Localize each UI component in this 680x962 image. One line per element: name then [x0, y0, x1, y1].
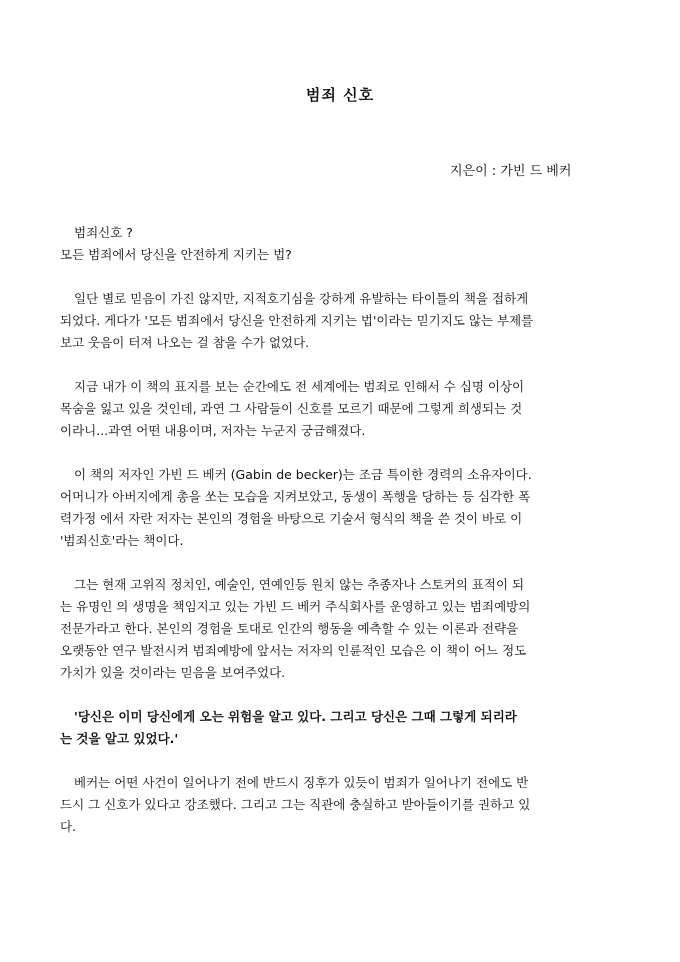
text-line: 베커는 어떤 사건이 일어나기 전에 반드시 징후가 있듯이 범죄가 일어나기 전에도 반: [74, 775, 529, 790]
text-line: 다.: [60, 819, 77, 834]
author-line: 지은이 : 가빈 드 베커: [450, 164, 572, 179]
paragraph-4: [60, 574, 622, 684]
text-line: 가치가 있을 것이라는 믿음을 보여주었다.: [60, 665, 286, 680]
paragraph-intro: [60, 222, 622, 266]
text-line: 이라니...과연 어떤 내용이며, 저자는 누군지 궁금해졌다.: [60, 423, 366, 438]
quote-paragraph: [60, 706, 622, 750]
paragraph-6: [60, 772, 622, 838]
text-line: '범죄신호'라는 책이다.: [60, 533, 184, 548]
text-line: 드시 그 신호가 있다고 강조했다. 그리고 그는 직관에 충실하고 받아들이기를 권하고 있: [60, 797, 531, 812]
text-line: 일단 별로 믿음이 가진 않지만, 지적호기심을 강하게 유발하는 타이틀의 책을 접하게: [74, 291, 529, 306]
text-line: 이 책의 저자인 가빈 드 베커 (Gabin de becker)는 조금 특이한 경력의 소유자이다.: [74, 467, 532, 482]
page-title: 범죄 신호: [305, 86, 375, 104]
text-line: 는 것을 알고 있었다.': [60, 731, 179, 746]
text-line: 오랫동안 연구 발전시켜 범죄예방에 앞서는 저자의 인륜적인 모습은 이 책이 어느 정도: [60, 643, 527, 658]
paragraph-2: [60, 376, 622, 442]
text-line: 는 유명인 의 생명을 책임지고 있는 가빈 드 베커 주식회사를 운영하고 있는 범죄예방의: [60, 599, 531, 614]
document-body: [60, 222, 622, 860]
text-line: 되었다. 게다가 '모든 범죄에서 당신을 안전하게 지키는 법'이라는 믿기지도 않는 부제를: [60, 313, 534, 328]
text-line: 목숨을 잃고 있을 것인데, 과연 그 사람들이 신호를 모르기 때문에 그렇게 희생되는 것: [60, 401, 523, 416]
text-line: 보고 웃음이 터져 나오는 걸 참을 수가 없었다.: [60, 335, 310, 350]
text-line: 그는 현재 고위직 정치인, 예술인, 연예인등 원치 않는 추종자나 스토커의 표적이 되: [74, 577, 525, 592]
text-line: 범죄신호 ?: [74, 225, 133, 240]
text-line: 지금 내가 이 책의 표지를 보는 순간에도 전 세계에는 범죄로 인해서 수 십명 이상이: [74, 379, 525, 394]
paragraph-3: [60, 464, 622, 552]
paragraph-1: [60, 288, 622, 354]
text-line: 력가정 에서 자란 저자는 본인의 경험을 바탕으로 기술서 형식의 책을 쓴 것이 바로 이: [60, 511, 523, 526]
text-line: 전문가라고 한다. 본인의 경험을 토대로 인간의 행동을 예측할 수 있는 이론과 전략을: [60, 621, 519, 636]
text-line: 모든 범죄에서 당신을 안전하게 지키는 법?: [60, 247, 292, 262]
text-line: 어머니가 아버지에게 총을 쏘는 모습을 지켜보았고, 동생이 폭행을 당하는 등 심각한 폭: [60, 489, 531, 504]
text-line: '당신은 이미 당신에게 오는 위험을 알고 있다. 그리고 당신은 그때 그렇게 되리라: [74, 709, 517, 724]
